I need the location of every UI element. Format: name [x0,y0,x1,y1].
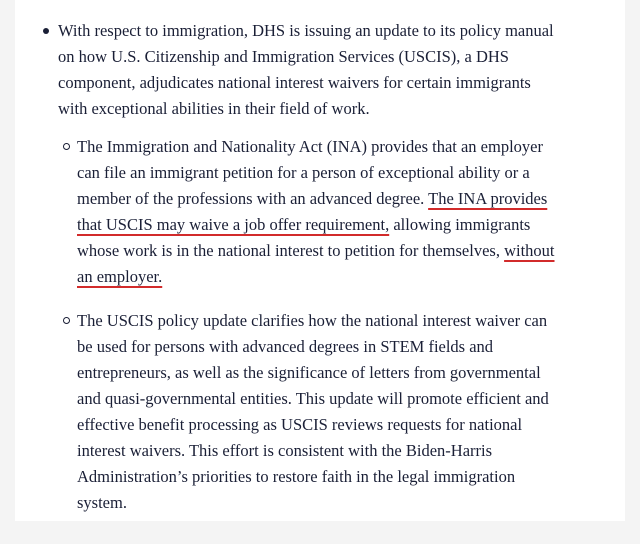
text-segment: member of the professions with an advanced degree. [77,189,429,208]
bullet-item-immigration [58,18,618,516]
text-line: effective benefit processing as USCIS reviews requests for national [77,415,523,434]
sub-bullet-ina [77,134,618,290]
text-line: on how U.S. Citizenship and Immigration Services (USCIS), a DHS [58,47,509,66]
text-line: system. [77,493,127,512]
text-line: With respect to immigration, DHS is issuing an update to its policy manual [58,21,554,40]
text-line: The USCIS policy update clarifies how the national interest waiver can [77,311,548,330]
bullet-disc-icon [43,28,49,34]
text-line: be used for persons with advanced degrees in STEM fields and [77,337,494,356]
text-line: interest waivers. This effort is consistent with the Biden-Harris [77,441,493,460]
text-line: The Immigration and Nationality Act (INA) provides that an employer [77,137,543,156]
text-line: can file an immigrant petition for a person of exceptional ability or a [77,163,530,182]
bullet-circle-icon [63,317,70,324]
sub-bullet-policy-update [77,308,618,516]
text-segment: allowing immigrants [389,215,531,234]
text-line [77,264,618,290]
text-line [77,212,618,238]
text-line: Administration’s priorities to restore faith in the legal immigration [77,467,516,486]
text-line: and quasi-governmental entities. This update will promote efficient and [77,389,549,408]
text-line: entrepreneurs, as well as the significance of letters from governmental [77,363,541,382]
bullet-circle-icon [63,143,70,150]
text-line: with exceptional abilities in their field of work. [58,99,370,118]
text-line [77,186,618,212]
highlighted-text: that USCIS may waive a job offer requirement, [77,215,390,234]
content-card [15,0,625,521]
article-text [58,18,618,516]
text-segment: whose work is in the national interest to petition for themselves, [77,241,505,260]
text-line: component, adjudicates national interest waivers for certain immigrants [58,73,531,92]
highlighted-text: without [504,241,555,260]
text-line [77,238,618,264]
highlighted-text: an employer. [77,267,163,286]
highlighted-text: The INA provides [428,189,548,208]
